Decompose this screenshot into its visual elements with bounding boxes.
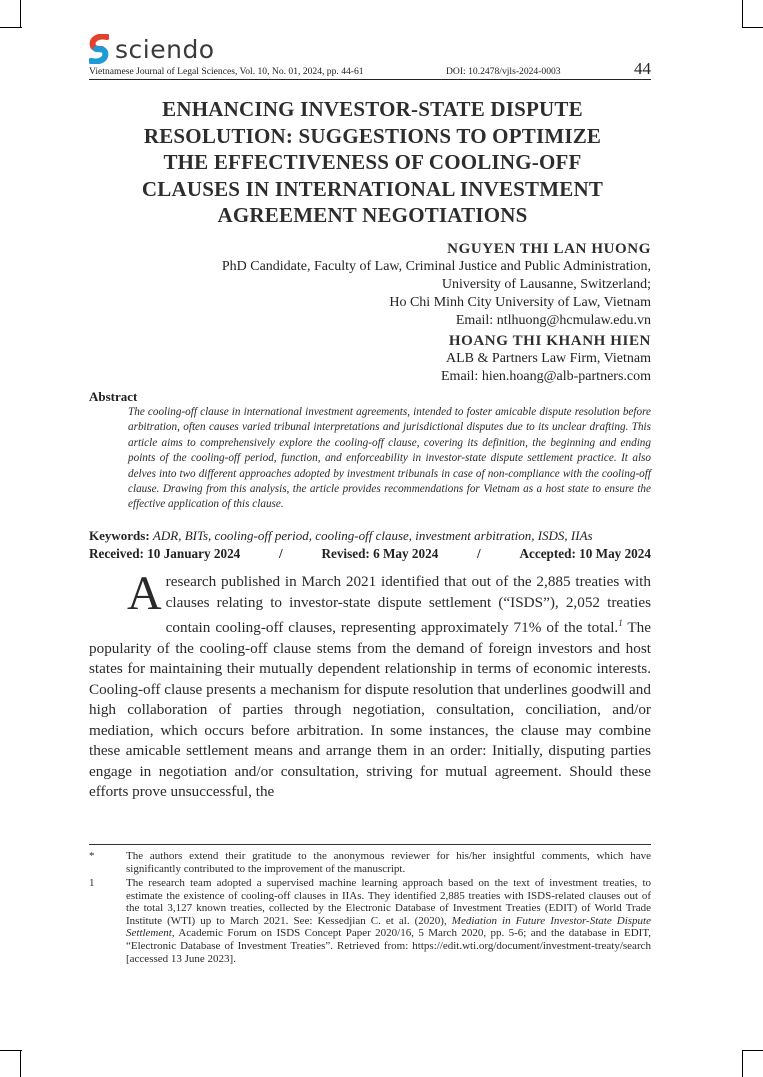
author-name: HOANG THI KHANH HIEN [448, 333, 651, 349]
affiliation-line: University of Lausanne, Switzerland; [441, 277, 651, 292]
crop-mark-top-left-v [20, 0, 21, 28]
received-date: Received: 10 January 2024 [89, 546, 241, 561]
date-separator: / [477, 546, 481, 561]
date-separator: / [279, 546, 283, 561]
crop-mark-bottom-right-h [742, 1050, 763, 1051]
author-2 [441, 332, 651, 386]
abstract-text: The cooling-off clause in international investment agreements, intended to foster amicable dispute resolution before arbitration, often causes varied tribunal interpretations and jurisdictional disputes due to its unclear drafting. This article aims to comprehensively explore the cooling-off clause, covering its definition, the beginning and ending points of the cooling-off period, function, and enforceability in investor-state dispute settlement practice. It also delves into two different approaches adopted by investment tribunals in case of non-compliance with the cooling-off clause. Drawing from this analysis, the article provides recommendations for Vietnam as a host state to ensure the effective application of this clause. [128, 406, 651, 511]
title-line: ENHANCING INVESTOR-STATE DISPUTE [162, 97, 583, 121]
drop-cap: A [127, 567, 162, 620]
running-head [89, 66, 651, 77]
author-1 [222, 240, 651, 330]
crop-mark-top-right-h [742, 27, 763, 28]
title-line: RESOLUTION: SUGGESTIONS TO OPTIMIZE [143, 123, 602, 148]
author-name: NGUYEN THI LAN HUONG [447, 241, 651, 257]
crop-mark-top-left-h [0, 27, 22, 28]
footnote [89, 877, 651, 965]
crop-mark-bottom-left-h [0, 1050, 22, 1051]
author-email: Email: hien.hoang@alb-partners.com [441, 369, 651, 384]
crop-mark-top-right-v [742, 0, 743, 28]
accepted-date: Accepted: 10 May 2024 [519, 546, 651, 561]
footnote-text [126, 877, 651, 965]
body-paragraph [89, 567, 651, 803]
publisher-logo [89, 34, 215, 64]
body-text: research published in March 2021 identified that out of the 2,885 treaties with clauses relating to investor-state dispute settlement (“ISDS”), 2,052 treaties contain cooling-off clauses, representing approximately 71% of the total. [165, 573, 651, 637]
sciendo-logo-icon [89, 34, 109, 64]
abstract-heading: Abstract [89, 389, 138, 404]
journal-citation: Vietnamese Journal of Legal Sciences, Vol. 10, No. 01, 2024, pp. 44-61 [89, 66, 364, 77]
page-number: 44 [634, 59, 651, 78]
title-line: THE EFFECTIVENESS OF COOLING-OFF [163, 150, 582, 174]
header-rule [89, 79, 651, 80]
footnote-text: The authors extend their gratitude to the anonymous reviewer for his/her insightful comments, which have significantly contributed to the improvement of the manuscript. [126, 850, 651, 875]
keywords [89, 528, 651, 544]
affiliation-line: ALB & Partners Law Firm, Vietnam [446, 351, 651, 366]
affiliation-line: PhD Candidate, Faculty of Law, Criminal Justice and Public Administration, [221, 259, 651, 274]
keywords-value: ADR, BITs, cooling-off period, cooling-off clause, investment arbitration, ISDS, IIAs [152, 528, 593, 543]
keywords-label: Keywords: [89, 528, 150, 543]
body-text: The popularity of the cooling-off clause stems from the demand of foreign investors and host states for maintaining their mutually dependent relationship in terms of economic interests. Cooling-off clause presents a mechanism for dispute resolution that underlines goodwill and high collaboration of parties through negotiation, consultation, conciliation, and/or mediation, which occurs before arbitration. In some instances, the clause may combine these amicable settlement means and arrange them in an order: Initially, disputing parties engage in negotiation and/or consultation, striving for mutual agreement. Should these efforts prove unsuccessful, the [89, 619, 651, 801]
affiliation-line: Ho Chi Minh City University of Law, Vietnam [389, 295, 651, 310]
footnote-rule [89, 844, 651, 845]
footnote-mark: 1 [89, 877, 95, 889]
footnote-text-part: The research team adopted a supervised machine learning approach based on the text of investment treaties, to estimate the existence of cooling-off clauses in IIAs. They identified 2,885 treaties with ISDS-related clauses out of the total 3,127 known treaties, collected by the Electronic Database of Investment Treaties (EDIT) of World Trade Institute (WTI) up to March 2021. See: Kessedjian C. et al. (2020), [126, 877, 651, 927]
title-line: CLAUSES IN INTERNATIONAL INVESTMENT [141, 176, 604, 201]
article-dates [89, 546, 651, 562]
footnote-cited-title: Mediation in Future Investor-State Dispute Settlement [126, 914, 651, 940]
title-line: AGREEMENT NEGOTIATIONS [217, 203, 528, 227]
author-email: Email: ntlhuong@hcmulaw.edu.vn [455, 313, 651, 328]
doi: DOI: 10.2478/vjls-2024-0003 [446, 66, 561, 77]
revised-date: Revised: 6 May 2024 [321, 546, 439, 561]
footnote-reference[interactable]: 1 [618, 618, 623, 628]
footnote-mark: * [89, 850, 95, 862]
crop-mark-bottom-right-v [742, 1050, 743, 1077]
logo-wordmark: sciendo [115, 34, 215, 64]
footnote-text-part: , Academic Forum on ISDS Concept Paper 2020/16, 5 March 2020, pp. 5-6; and the database in EDIT, “Electronic Database of Investment Treaties”. Retrieved from: https://edit.wti.org/document/investment-treaty/search [accessed 13 June 2023]. [126, 927, 651, 965]
crop-mark-bottom-left-v [20, 1050, 21, 1077]
article-title [95, 96, 650, 229]
footnote [89, 850, 651, 875]
